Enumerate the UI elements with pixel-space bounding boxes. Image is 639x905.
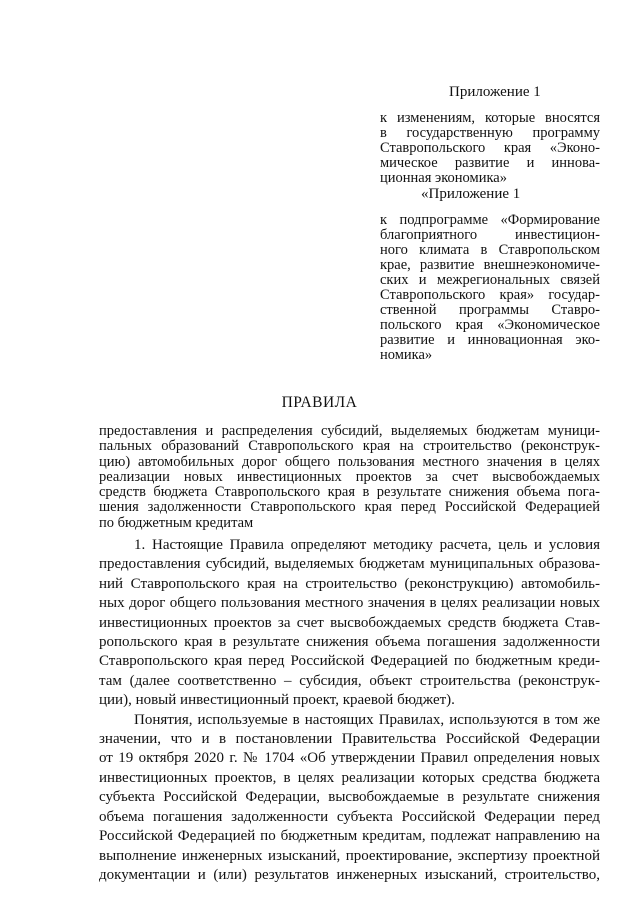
body-line: от 19 октября 2020 г. № 1704 «Об утверждении Правил определения новых <box>99 750 600 767</box>
appendix-sub-line: ного климата в Ставропольском <box>380 242 600 258</box>
appendix-sub-description <box>380 213 600 363</box>
subtitle-line: по бюджетным кредитам <box>99 514 254 531</box>
document-body <box>99 536 600 885</box>
body-line: ции), новый инвестиционный проект, краевой бюджет). <box>99 692 455 709</box>
appendix-sub-line: польского края «Экономическое <box>380 317 600 333</box>
body-line: предоставления субсидий, выделяемых бюджетам муниципальных образова- <box>99 556 600 573</box>
appendix-title: Приложение 1 <box>449 84 541 100</box>
body-line: выполнение инженерных изысканий, проектирование, экспертизу проектной <box>99 847 600 864</box>
body-line: там (далее соответственно – субсидия, объект строительства (реконструк- <box>99 672 600 689</box>
body-line: ных дорог общего пользования местного значения в целях реализации новых <box>99 595 600 612</box>
appendix-sub-line: ских и межрегиональных связей <box>380 272 600 288</box>
appendix-line: к изменениям, которые вносятся <box>380 110 600 126</box>
document-subtitle <box>99 424 600 531</box>
body-line: 1. Настоящие Правила определяют методику расчета, цель и условия <box>134 537 600 553</box>
appendix-sub-line: к подпрограмме «Формирование <box>380 212 600 228</box>
subtitle-line: предоставления и распределения субсидий, выделяемых бюджетам муници- <box>99 423 600 439</box>
appendix-line: Ставропольского края «Эконо- <box>380 140 600 156</box>
body-line: Российской Федерацией по бюджетным кредитам, подлежат направлению на <box>99 828 600 845</box>
body-line: значении, что и в постановлении Правительства Российской Федерации <box>99 731 600 748</box>
body-line: инвестиционных проектов за счет высвобождаемых средств бюджета Став- <box>99 614 600 631</box>
body-line: инвестиционных проектов, в целях реализации которых средства бюджета <box>99 769 600 786</box>
appendix-description <box>380 111 600 186</box>
body-line: субъекта Российской Федерации, высвобождаемые в результате снижения <box>99 789 600 806</box>
appendix-line: ционная экономика» <box>380 170 507 186</box>
subtitle-line: реализации новых инвестиционных проектов за счет высвобождаемых <box>99 468 600 485</box>
appendix-sub-line: развитие и инновационная эко- <box>380 332 600 348</box>
appendix-line: мическое развитие и иннова- <box>380 155 600 171</box>
appendix-sub-line: ственной программы Ставро- <box>380 302 600 318</box>
body-line: объема погашения задолженности субъекта Российской Федерации перед <box>99 808 600 825</box>
body-line: ропольского края в результате снижения объема погашения задолженности <box>99 634 600 651</box>
subtitle-line: пальных образований Ставропольского края на строительство (реконструк- <box>99 438 600 455</box>
appendix-sub-line: благоприятного инвестицион- <box>380 227 600 243</box>
body-line: Понятия, используемые в настоящих Правилах, используются в том же <box>134 711 600 728</box>
appendix-sub-line: Ставропольского края» государ- <box>380 287 600 303</box>
subtitle-line: цию) автомобильных дорог общего пользования местного значения в целях <box>99 453 600 470</box>
subtitle-line: шения задолженности Ставропольского края перед Российской Федерацией <box>99 499 600 516</box>
subtitle-line: средств бюджета Ставропольского края в результате снижения объема пога- <box>99 484 600 501</box>
document-title: ПРАВИЛА <box>281 394 358 411</box>
body-line: документации и (или) результатов инженерных изысканий, строительство, <box>99 866 600 883</box>
appendix-sub-line: крае, развитие внешнеэкономиче- <box>380 257 600 273</box>
appendix-sub-title: «Приложение 1 <box>421 186 521 202</box>
appendix-line: в государственную программу <box>380 125 600 141</box>
body-line: ний Ставропольского края на строительство (реконструкцию) автомобиль- <box>99 575 600 592</box>
body-line: Ставропольского края перед Российской Федерацией по бюджетным креди- <box>99 653 600 670</box>
appendix-sub-line: номика» <box>380 347 433 363</box>
